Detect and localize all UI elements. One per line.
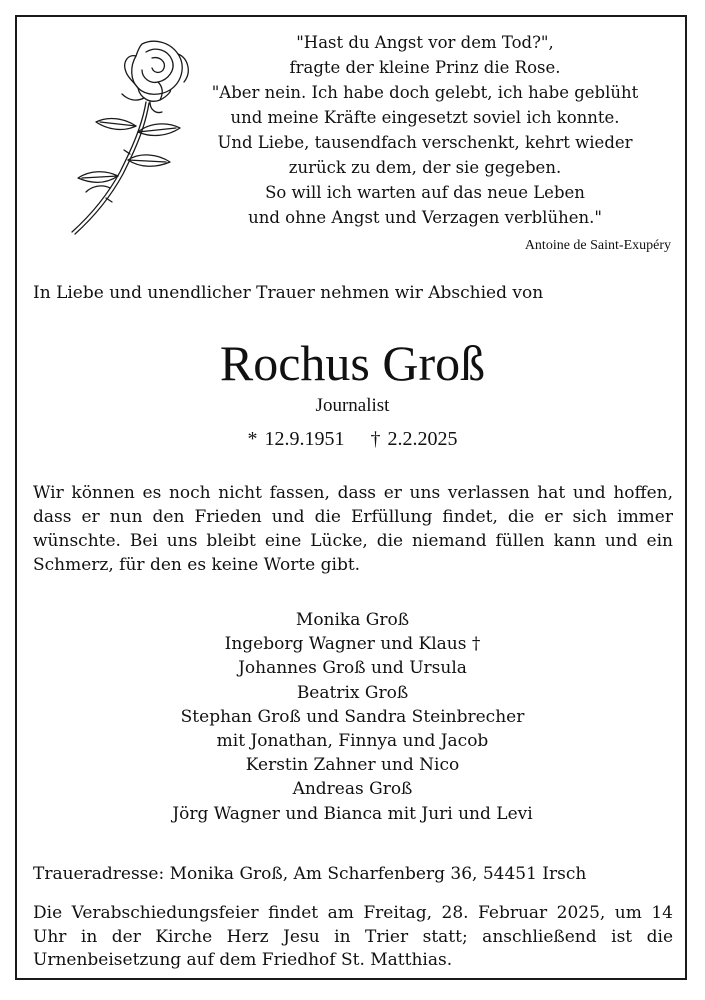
mourning-statement: Wir können es noch nicht fassen, dass er uns verlassen hat und hoffen, dass er nun den Frieden und die Erfüllung findet, die er sich immer wünschte. Bei uns bleibt eine Lücke, die niemand füllen kann und ein Schmerz, für den es keine Worte gibt.	[33, 483, 673, 575]
mourner-item: Kerstin Zahner und Nico	[245, 755, 460, 776]
mourner-item: Johannes Groß und Ursula	[238, 658, 467, 679]
mourner-item: Monika Groß	[295, 610, 410, 630]
deceased-name: Rochus Groß	[219, 335, 486, 391]
intro-text: In Liebe und unendlicher Trauer nehmen wir Abschied von	[33, 283, 544, 303]
mourner-item: Ingeborg Wagner und Klaus †	[224, 634, 481, 655]
death-date: † 2.2.2025	[370, 428, 458, 450]
quote-author: Antoine de Saint-Exupéry	[524, 238, 671, 253]
rose-illustration	[58, 36, 198, 236]
quote-text: "Hast du Angst vor dem Tod?", fragte der kleine Prinz die Rose. "Aber nein. Ich habe doch gelebt, ich habe geblüht und meine Kräfte eingesetzt soviel ich konnte. Und Liebe, tausendfach verschenkt, kehrt wieder zurück zu dem, der sie gegeben. So will ich warten auf das neue Leben und ohne Angst und Verzagen verblühen."	[211, 33, 639, 227]
mourners-list	[0, 608, 705, 826]
mourning-address: Traueradresse: Monika Groß, Am Scharfenberg 36, 54451 Irsch	[33, 864, 587, 884]
birth-date: * 12.9.1951	[247, 428, 345, 450]
deceased-profession: Journalist	[315, 395, 390, 416]
ceremony-details: Die Verabschiedungsfeier findet am Freitag, 28. Februar 2025, um 14 Uhr in der Kirche Herz Jesu in Trier statt; anschließend ist die Urnenbeisetzung auf dem Friedhof St. Matthias.	[33, 903, 673, 970]
mourner-item: Jörg Wagner und Bianca mit Juri und Levi	[172, 803, 533, 824]
mourner-item: Andreas Groß	[292, 779, 413, 800]
mourner-item: Stephan Groß und Sandra Steinbrecher	[180, 706, 525, 727]
mourner-item: mit Jonathan, Finnya und Jacob	[216, 731, 489, 752]
mourner-item: Beatrix Groß	[296, 682, 409, 703]
life-dates	[0, 428, 705, 451]
